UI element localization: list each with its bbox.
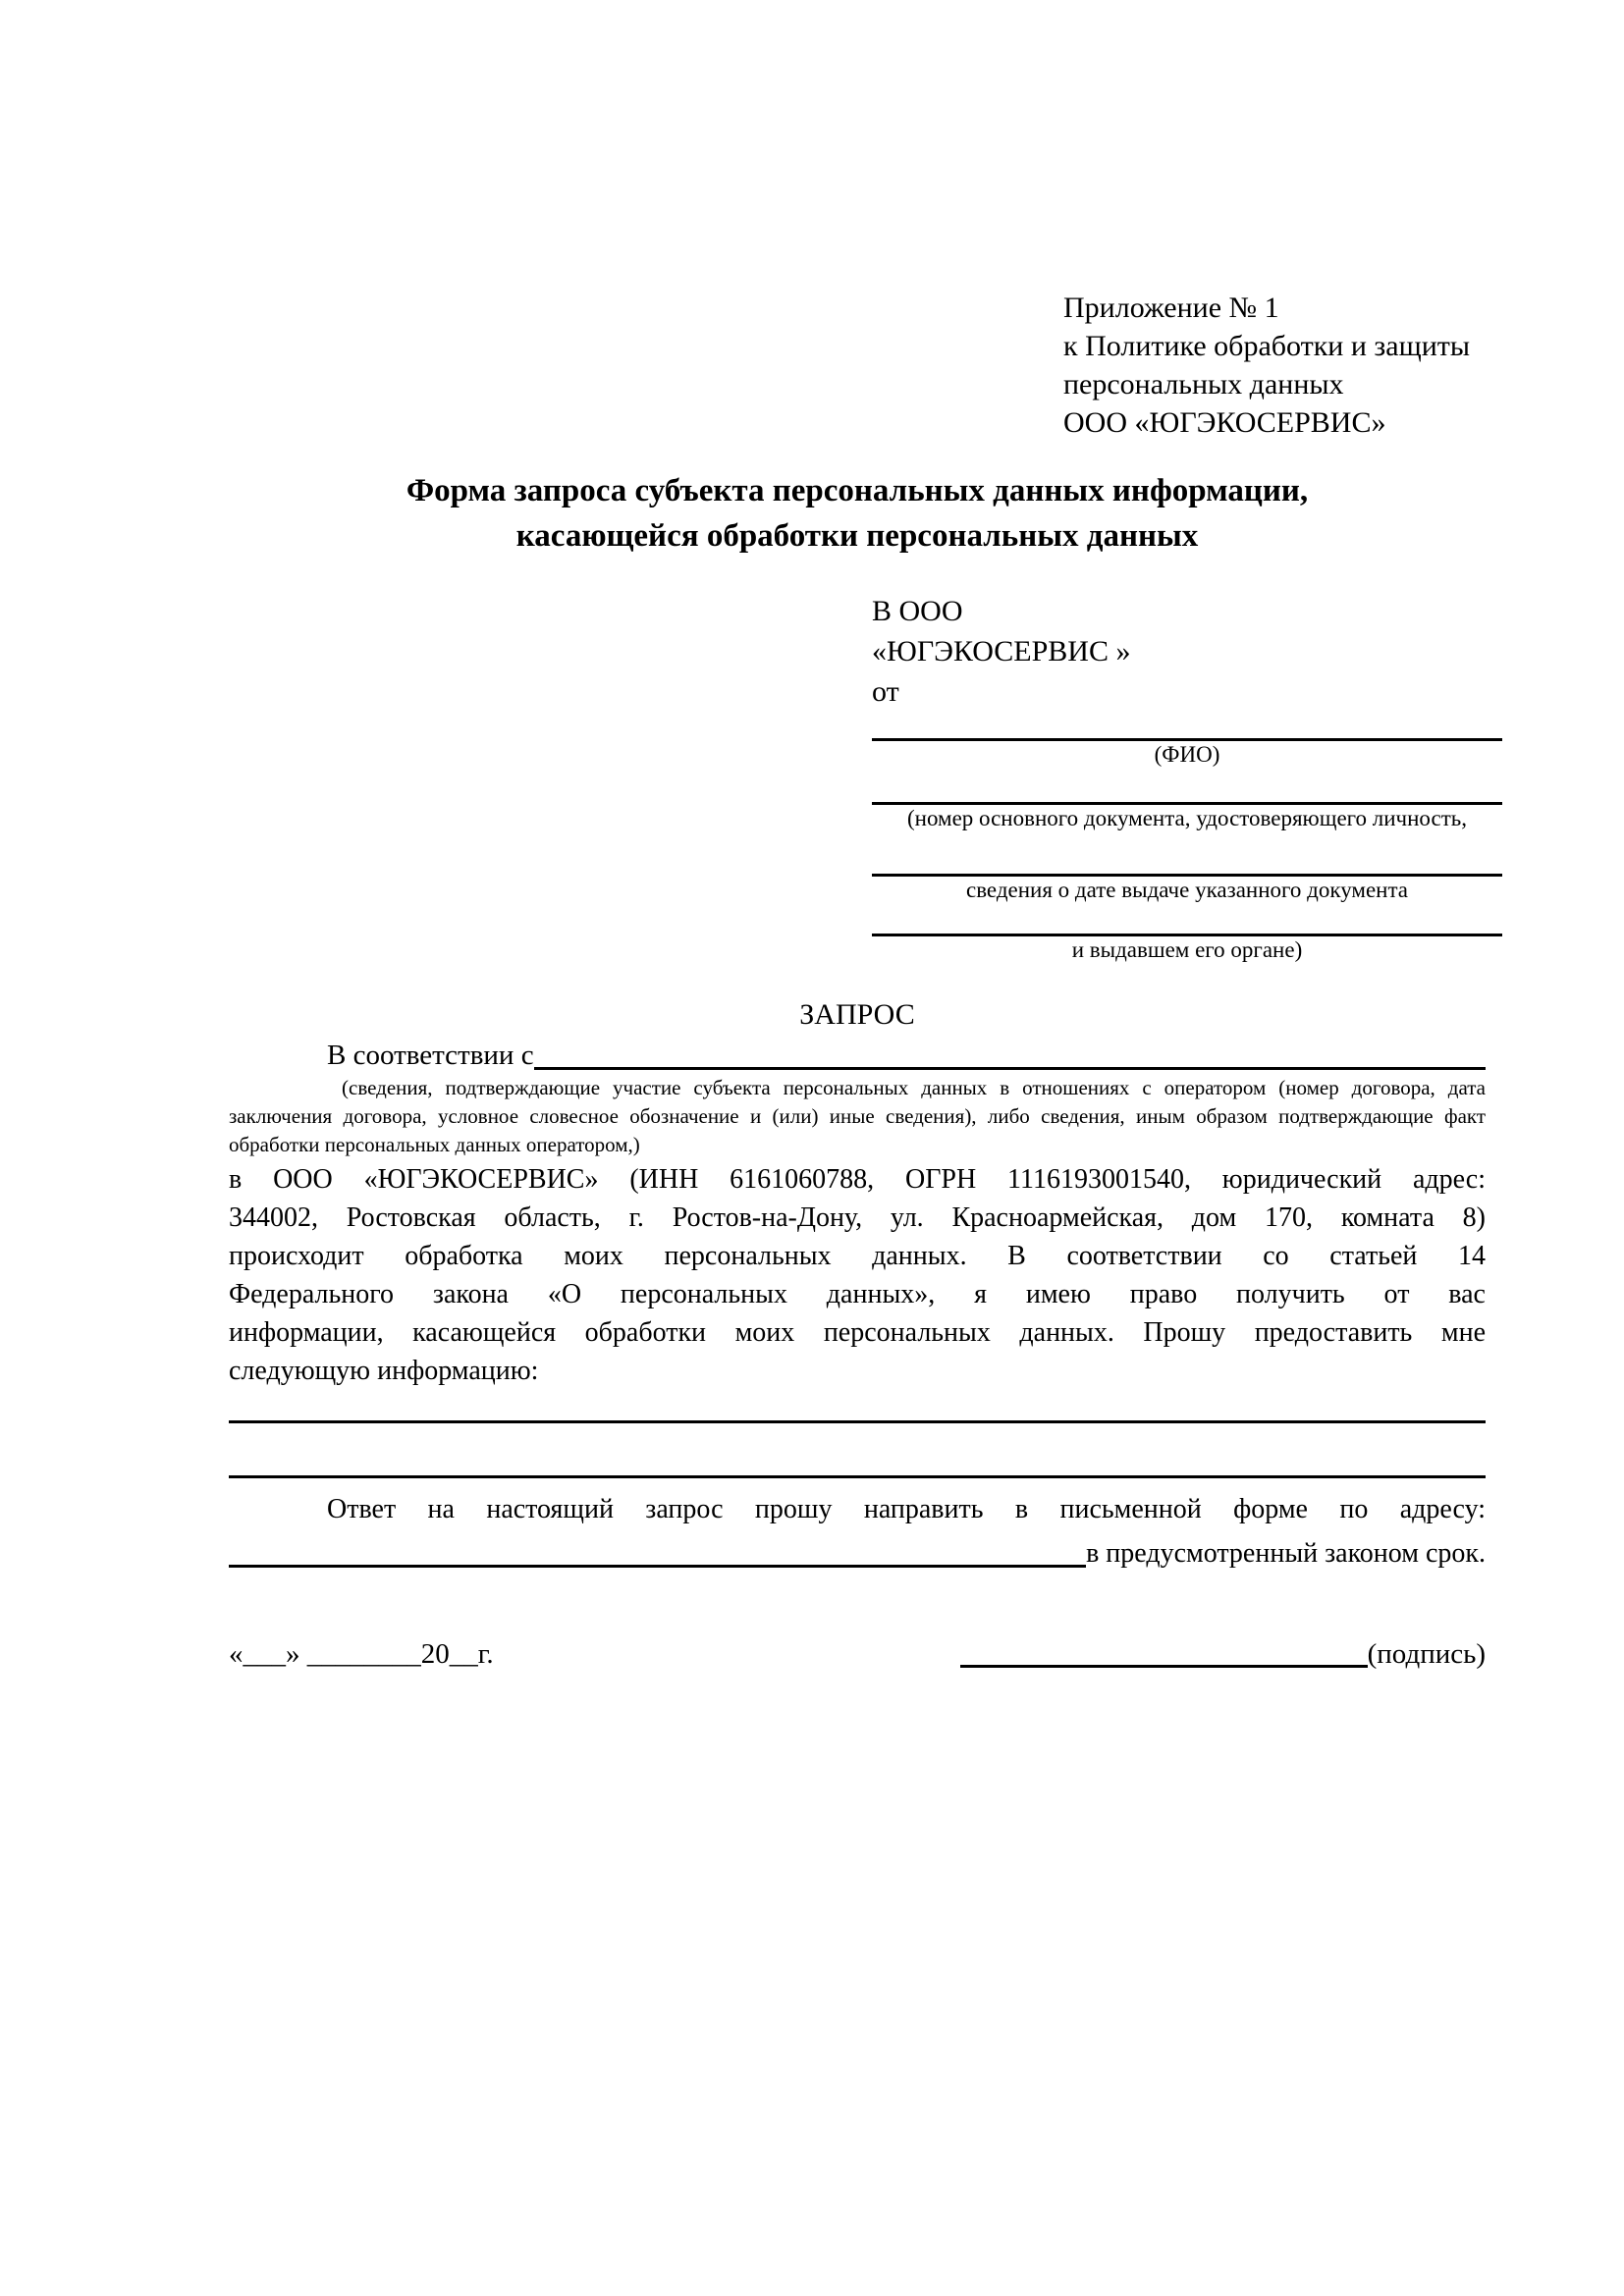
doc-date-caption: сведения о дате выдаче указанного документа	[965, 878, 1409, 902]
fine-print-line: заключения договора, условное словесное обозначение и (или) иные сведения), либо сведения, иным образом подтверждающие факт	[229, 1104, 1486, 1128]
fine-print	[229, 1074, 1486, 1159]
appendix-line: к Политике обработки и защиты	[1063, 330, 1471, 362]
basis-prefix: В соответствии с	[327, 1040, 534, 1071]
form-title-line1: Форма запроса субъекта персональных данных информации,	[406, 473, 1309, 508]
doc-number-caption: (номер основного документа, удостоверяющего личность,	[906, 806, 1467, 830]
reply-paragraph	[229, 1490, 1486, 1573]
fine-print-line: обработки персональных данных оператором,)	[229, 1133, 640, 1156]
reply-line2	[229, 1534, 1486, 1573]
basis-blank-line	[534, 1067, 1486, 1070]
body-line: происходит обработка моих персональных данных. В соответствии со статьей 14	[229, 1241, 1486, 1271]
reply-line1: Ответ на настоящий запрос прошу направить в письменной форме по адресу:	[327, 1494, 1486, 1524]
fio-field	[872, 738, 1502, 769]
doc-issuer-field	[872, 934, 1502, 964]
signature-area	[960, 1635, 1486, 1674]
body-line: 344002, Ростовская область, г. Ростов-на-Дону, ул. Красноармейская, дом 170, комната 8)	[229, 1202, 1486, 1233]
appendix-line: Приложение № 1	[1063, 292, 1279, 324]
reply-suffix: в предусмотренный законом срок.	[1086, 1538, 1486, 1569]
fine-print-line: (сведения, подтверждающие участие субъекта персональных данных в отношениях с оператором (номер договора, дата	[342, 1076, 1486, 1099]
form-title-line2: касающейся обработки персональных данных	[515, 518, 1199, 554]
body-line: информации, касающейся обработки моих персональных данных. Прошу предоставить мне	[229, 1317, 1486, 1348]
basis-row	[229, 1037, 1486, 1075]
request-heading: ЗАПРОС	[799, 998, 915, 1031]
info-blank-line-1	[229, 1420, 1486, 1423]
form-title	[229, 468, 1486, 559]
address-blank-line	[229, 1565, 1086, 1568]
appendix-line: ООО «ЮГЭКОСЕРВИС»	[1063, 406, 1386, 439]
addressee-block	[872, 591, 1502, 964]
date-signature-row	[229, 1635, 1486, 1674]
body-line: в ООО «ЮГЭКОСЕРВИС» (ИНН 6161060788, ОГРН 1116193001540, юридический адрес:	[229, 1164, 1486, 1195]
body-line: следующую информацию:	[229, 1356, 539, 1386]
fio-caption: (ФИО)	[1154, 742, 1220, 767]
date-line: «___» ________20__г.	[229, 1638, 494, 1670]
from-label: от	[872, 675, 899, 708]
appendix-header	[1063, 289, 1525, 442]
request-body	[229, 1160, 1486, 1390]
doc-issuer-caption: и выдавшем его органе)	[1071, 937, 1303, 962]
info-blank-line-2	[229, 1475, 1486, 1478]
signature-caption: (подпись)	[1367, 1638, 1486, 1670]
signature-blank-line	[960, 1665, 1368, 1668]
addressee-org-line1: В ООО	[872, 595, 963, 627]
appendix-line: персональных данных	[1063, 368, 1344, 400]
doc-date-field	[872, 874, 1502, 904]
body-line: Федерального закона «О персональных данных», я имею право получить от вас	[229, 1279, 1486, 1309]
addressee-org-line2: «ЮГЭКОСЕРВИС »	[872, 635, 1131, 667]
doc-number-field	[872, 802, 1502, 832]
